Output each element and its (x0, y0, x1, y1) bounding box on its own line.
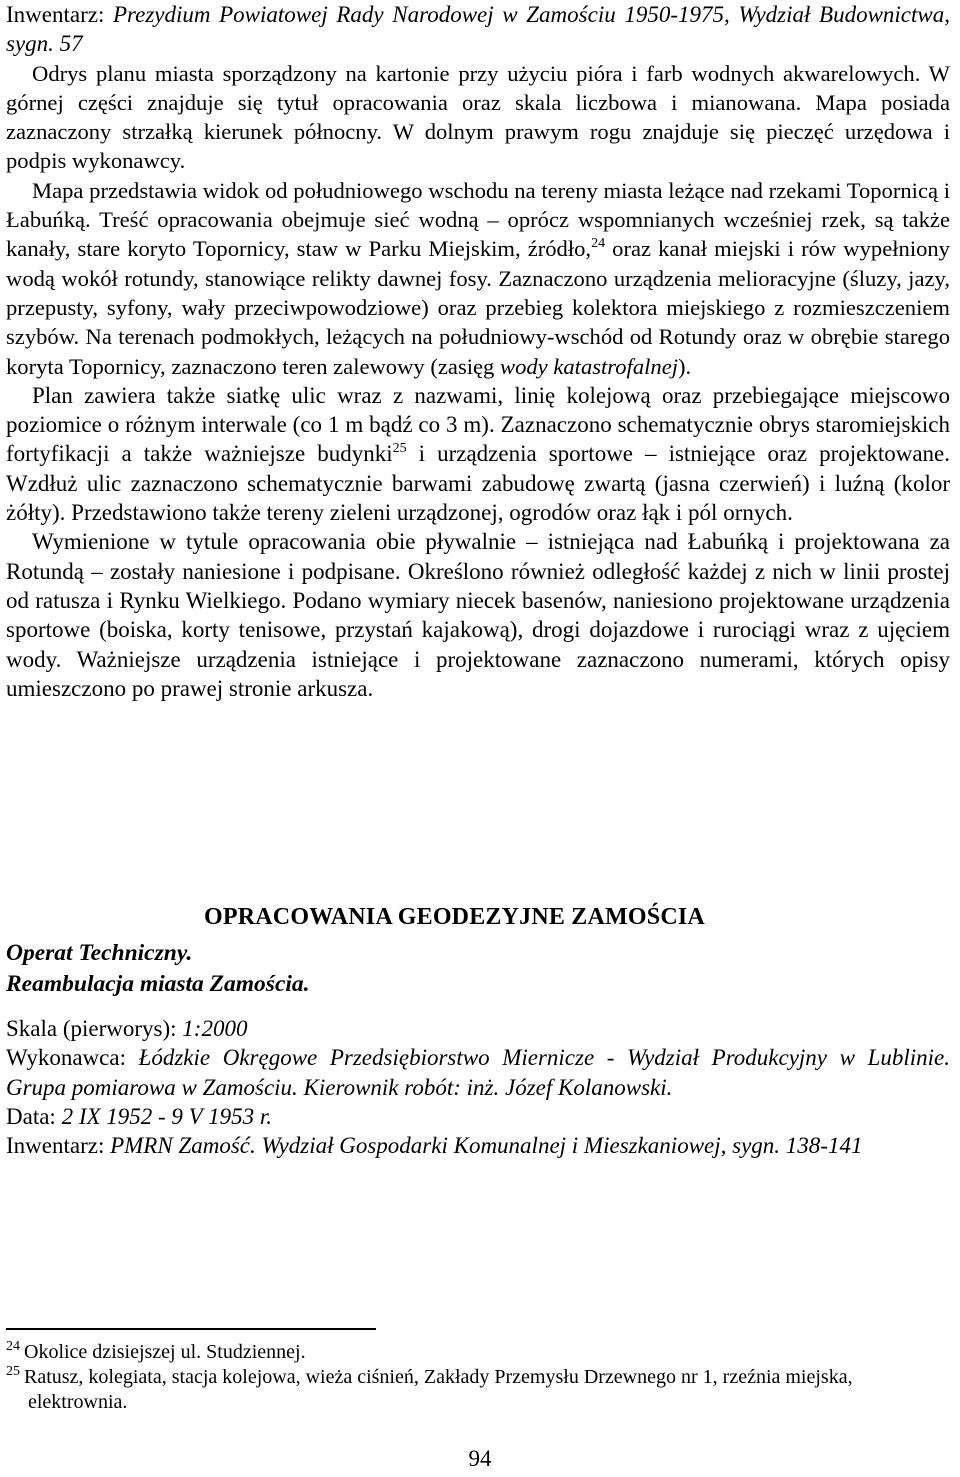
contractor-line: Wykonawca: Łódzkie Okręgowe Przedsiębiorstwo Miernicze - Wydział Produkcyjny w Lublinie. Grupa pomiarowa w Zamościu. Kierownik robót: inż. Józef Kolanowski. (6, 1045, 950, 1100)
scale-line: Skala (pierworys): 1:2000 (6, 1016, 248, 1041)
inventory-value: Prezydium Powiatowej Rady Narodowej w Zamościu 1950-1975, Wydział Budownictwa, sygn. 57 (6, 2, 950, 57)
inventory-label: Inwentarz: (6, 2, 105, 27)
paragraph-3: Plan zawiera także siatkę ulic wraz z nazwami, linię kolejową oraz przebiegające miejscowo poziomice o różnym interwale (co 1 m bądź co 3 m). Zaznaczono schematycznie obrys staromiejskich fortyfikacji a także ważniejsze budynki$^{25}$ i urządzenia sportowe – istniejące oraz projektowane. Wzdłuż ulic zaznaczono schematycznie barwami zabudowę zwartą (jasna czerwień) i luźną (kolor żółty). Przedstawiono także tereny zieleni urządzonej, ogrodów oraz łąk i pól ornych. (6, 382, 951, 526)
footnote-ref-25[interactable]: 25 (392, 441, 407, 457)
catalog-record (0, 938, 950, 1160)
footnote-24: $^{24}$ Okolice dzisiejszej ul. Studziennej. (6, 1339, 306, 1363)
inventory-line (6, 0, 950, 59)
document-page (6, 0, 950, 703)
paragraph-2: Mapa przedstawia widok od południowego wschodu na tereny miasta leżące nad rzekami Topornicą i Łabuńką. Treść opracowania obejmuje sieć wodną – oprócz wspomnianych wcześniej rzek, są także kanały, stare koryto Topornicy, staw w Parku Miejskim, źródło,$^{24}$ oraz kanał miejski i rów wypełniony wodą wokół rotundy, stanowiące relikty dawnej fosy. Zaznaczono urządzenia melioracyjne (śluzy, jazy, przepusty, syfony, wały przeciwpowodziowe) oraz przebieg kolektora miejskiego z rozmieszczeniem szybów. Na terenach podmokłych, leżących na południowy-wschód od Rotundy oraz w obrębie starego koryta Topornicy, zaznaczono teren zalewowy (zasięg wody katastrofalnej). (6, 177, 950, 379)
footnote-25: $^{25}$ Ratusz, kolegiata, stacja kolejowa, wieża ciśnień, Zakłady Przemysłu Drzewnego nr 1, rzeźnia miejska, elektrownia. (6, 1364, 853, 1413)
paragraph-4: Wymienione w tytule opracowania obie pływalnie – istniejąca nad Łabuńką i projektowana za Rotundą – zostały naniesione i podpisane. Określono również odległość każdej z nich w linii prostej od ratusza i Rynku Wielkiego. Podano wymiary niecek basenów, naniesiono projektowane urządzenia sportowe (boiska, korty tenisowe, przystań kajakową), drogi dojazdowe i rurociągi wraz z ujęciem wody. Ważniejsze urządzenia istniejące i projektowane zaznaczono numerami, których opisy umieszczono po prawej stronie arkusza. (6, 529, 950, 701)
paragraph-1: Odrys planu miasta sporządzony na kartonie przy użyciu pióra i farb wodnych akwarelowych. W górnej części znajduje się tytuł opracowania oraz skala liczbowa i mianowana. Mapa posiada zaznaczony strzałką kierunek północny. W dolnym prawym rogu znajduje się pieczęć urzędowa i podpis wykonawcy. (6, 60, 950, 174)
record-inventory-line: Inwentarz: PMRN Zamość. Wydział Gospodarki Komunalnej i Mieszkaniowej, sygn. 138-141 (6, 1133, 863, 1159)
record-title-line1: Operat Techniczny. (6, 940, 193, 966)
page-number: 94 (468, 1446, 492, 1471)
section-heading: OPRACOWANIA GEODEZYJNE ZAMOŚCIA (204, 904, 705, 930)
footnote-ref-24[interactable]: 24 (591, 236, 606, 252)
footnotes (0, 1340, 944, 1415)
spacer (6, 1000, 950, 1014)
footnote-separator (6, 1328, 376, 1330)
record-title-line2: Reambulacja miasta Zamościa. (6, 971, 310, 997)
date-line: Data: 2 IX 1952 - 9 V 1953 r. (6, 1103, 272, 1129)
